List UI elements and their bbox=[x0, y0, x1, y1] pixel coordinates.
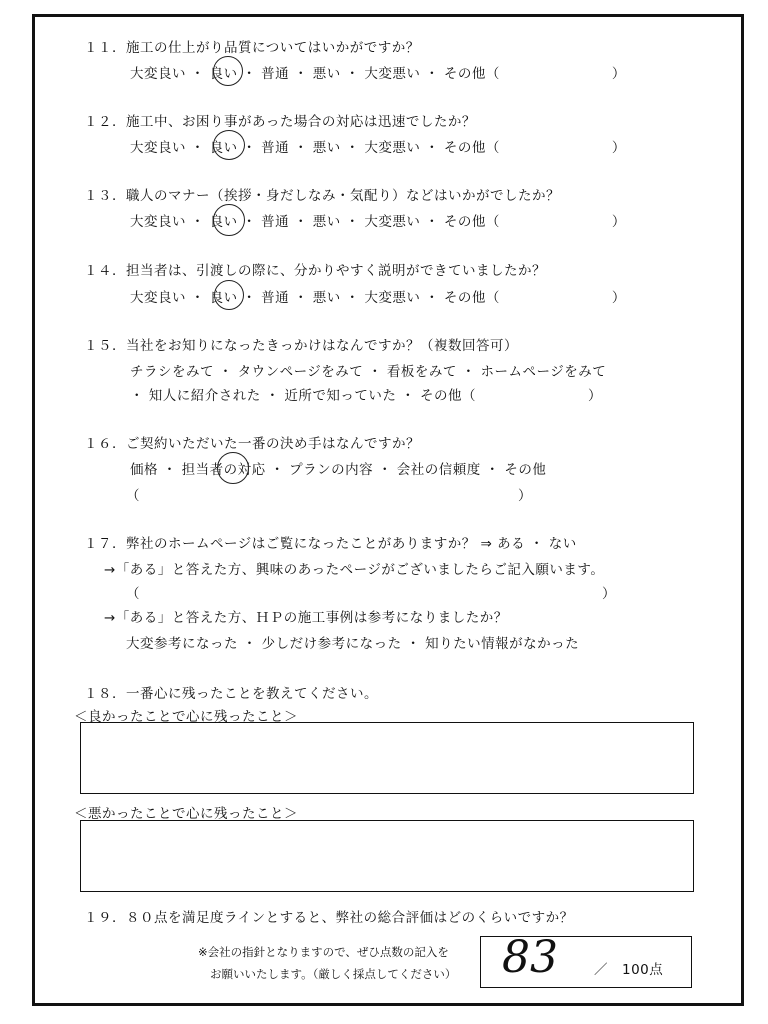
good-label: ＜良かったことで心に残ったこと＞ bbox=[74, 709, 298, 725]
options-11: 大変良い ・ 良い ・ 普通 ・ 悪い ・ 大変悪い ・ その他（ ） bbox=[130, 66, 626, 82]
question-12: １２．施工中、お困り事があった場合の対応は迅速でしたか？ bbox=[84, 114, 476, 130]
q17-sub1-paren: （ ） bbox=[126, 586, 616, 602]
bad-answer-box[interactable] bbox=[80, 820, 694, 892]
question-17: １７．弊社のホームページはご覧になったことがありますか？ ⇒ ある ・ ない bbox=[84, 536, 577, 552]
question-19: １９．８０点を満足度ラインとすると、弊社の総合評価はどのくらいですか？ bbox=[84, 910, 574, 926]
score-suffix: ／ 100点 bbox=[594, 962, 664, 978]
options-15-line1: チラシをみて ・ タウンページをみて ・ 看板をみて ・ ホームページをみて bbox=[130, 364, 607, 380]
question-14: １４．担当者は、引渡しの際に、分かりやすく説明ができていましたか？ bbox=[84, 263, 546, 279]
options-16-line1: 価格 ・ 担当者の対応 ・ プランの内容 ・ 会社の信頼度 ・ その他 bbox=[130, 462, 547, 478]
answer-circle-11 bbox=[213, 56, 243, 86]
bad-label: ＜悪かったことで心に残ったこと＞ bbox=[74, 806, 298, 822]
options-16-line2: （ ） bbox=[126, 488, 532, 504]
answer-circle-13 bbox=[213, 204, 245, 236]
options-12: 大変良い ・ 良い ・ 普通 ・ 悪い ・ 大変悪い ・ その他（ ） bbox=[130, 140, 626, 156]
question-18: １８．一番心に残ったことを教えてください。 bbox=[84, 686, 378, 702]
q17-sub2-options: 大変参考になった ・ 少しだけ参考になった ・ 知りたい情報がなかった bbox=[126, 636, 580, 652]
question-11: １１．施工の仕上がり品質についてはいかがですか？ bbox=[84, 40, 420, 56]
q17-sub2: →「ある」と答えた方、ＨＰの施工事例は参考になりましたか？ bbox=[104, 610, 508, 626]
options-15-line2: ・ 知人に紹介された ・ 近所で知っていた ・ その他（ ） bbox=[130, 388, 602, 404]
question-16: １６．ご契約いただいた一番の決め手はなんですか？ bbox=[84, 436, 420, 452]
options-13: 大変良い ・ 良い ・ 普通 ・ 悪い ・ 大変悪い ・ その他（ ） bbox=[130, 214, 626, 230]
answer-circle-14 bbox=[214, 280, 244, 310]
good-answer-box[interactable] bbox=[80, 722, 694, 794]
options-14: 大変良い ・ 良い ・ 普通 ・ 悪い ・ 大変悪い ・ その他（ ） bbox=[130, 290, 626, 306]
q17-sub1: →「ある」と答えた方、興味のあったページがございましたらご記入願います。 bbox=[104, 562, 605, 578]
handwritten-score: 83 bbox=[502, 932, 558, 983]
q19-note2: お願いいたします。（厳しく採点してください） bbox=[210, 967, 457, 981]
answer-circle-16 bbox=[217, 452, 249, 484]
answer-circle-12 bbox=[213, 130, 245, 160]
question-15: １５．当社をお知りになったきっかけはなんですか？（複数回答可） bbox=[84, 338, 518, 354]
q19-note1: ※会社の指針となりますので、ぜひ点数の記入を bbox=[198, 945, 449, 959]
question-13: １３．職人のマナー（挨拶・身だしなみ・気配り）などはいかがでしたか？ bbox=[84, 188, 560, 204]
